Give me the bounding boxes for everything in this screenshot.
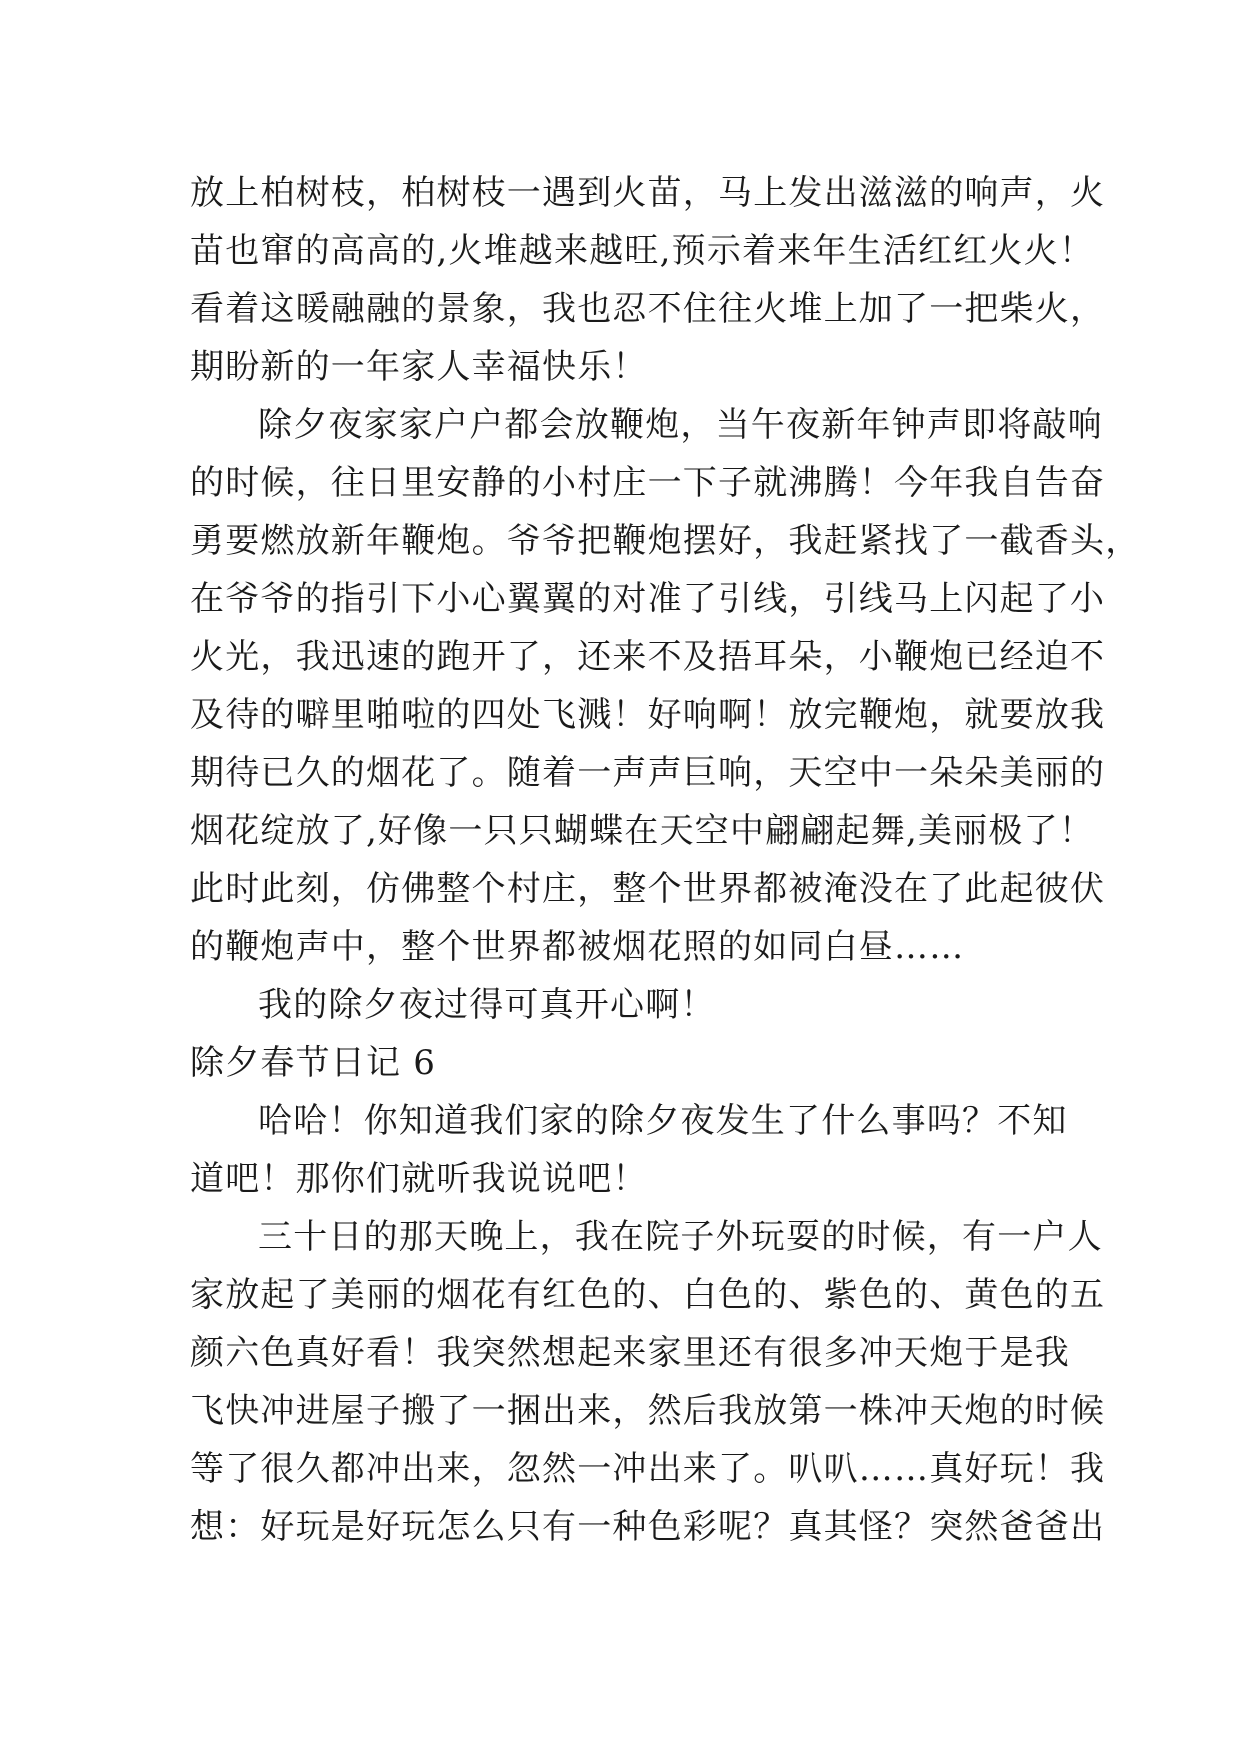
text-line: 的时候，往日里安静的小村庄一下子就沸腾！今年我自告奋 bbox=[190, 463, 1106, 503]
paragraph-first-line: 除夕夜家家户户都会放鞭炮，当午夜新年钟声即将敲响 bbox=[258, 405, 1103, 445]
text-line: 放上柏树枝，柏树枝一遇到火苗，马上发出滋滋的响声，火 bbox=[190, 173, 1106, 213]
text-line: 飞快冲进屋子搬了一捆出来，然后我放第一株冲天炮的时候 bbox=[190, 1391, 1106, 1431]
paragraph-first-line: 三十日的那天晚上，我在院子外玩耍的时候，有一户人 bbox=[258, 1217, 1103, 1257]
text-line: 道吧！那你们就听我说说吧！ bbox=[190, 1159, 648, 1199]
text-line: 期盼新的一年家人幸福快乐！ bbox=[190, 347, 648, 387]
text-line: 颜六色真好看！我突然想起来家里还有很多冲天炮于是我 bbox=[190, 1333, 1070, 1373]
document-body bbox=[190, 164, 1141, 1556]
text-line: 的鞭炮声中，整个世界都被烟花照的如同白昼…… bbox=[190, 927, 965, 967]
text-line: 烟花绽放了,好像一只只蝴蝶在天空中翩翩起舞,美丽极了！ bbox=[190, 811, 1095, 851]
text-line: 苗也窜的高高的,火堆越来越旺,预示着来年生活红红火火！ bbox=[190, 231, 1095, 271]
text-line: 火光，我迅速的跑开了，还来不及捂耳朵，小鞭炮已经迫不 bbox=[190, 637, 1106, 677]
text-line: 在爷爷的指引下小心翼翼的对准了引线，引线马上闪起了小 bbox=[190, 579, 1106, 619]
text-line: 想：好玩是好玩怎么只有一种色彩呢？真其怪？突然爸爸出 bbox=[190, 1507, 1106, 1547]
section-heading: 除夕春节日记 6 bbox=[190, 1043, 437, 1083]
text-line: 此时此刻，仿佛整个村庄，整个世界都被淹没在了此起彼伏 bbox=[190, 869, 1106, 909]
text-line: 家放起了美丽的烟花有红色的、白色的、紫色的、黄色的五 bbox=[190, 1275, 1106, 1315]
text-line: 看着这暖融融的景象，我也忍不住往火堆上加了一把柴火， bbox=[190, 289, 1106, 329]
paragraph-first-line: 哈哈！你知道我们家的除夕夜发生了什么事吗？不知 bbox=[258, 1101, 1068, 1141]
text-line: 及待的噼里啪啦的四处飞溅！好响啊！放完鞭炮，就要放我 bbox=[190, 695, 1106, 735]
text-line: 期待已久的烟花了。随着一声声巨响，天空中一朵朵美丽的 bbox=[190, 753, 1106, 793]
text-line: 勇要燃放新年鞭炮。爷爷把鞭炮摆好，我赶紧找了一截香头， bbox=[190, 521, 1141, 561]
paragraph-first-line: 我的除夕夜过得可真开心啊！ bbox=[258, 985, 716, 1025]
text-line: 等了很久都冲出来，忽然一冲出来了。叭叭……真好玩！我 bbox=[190, 1449, 1106, 1489]
